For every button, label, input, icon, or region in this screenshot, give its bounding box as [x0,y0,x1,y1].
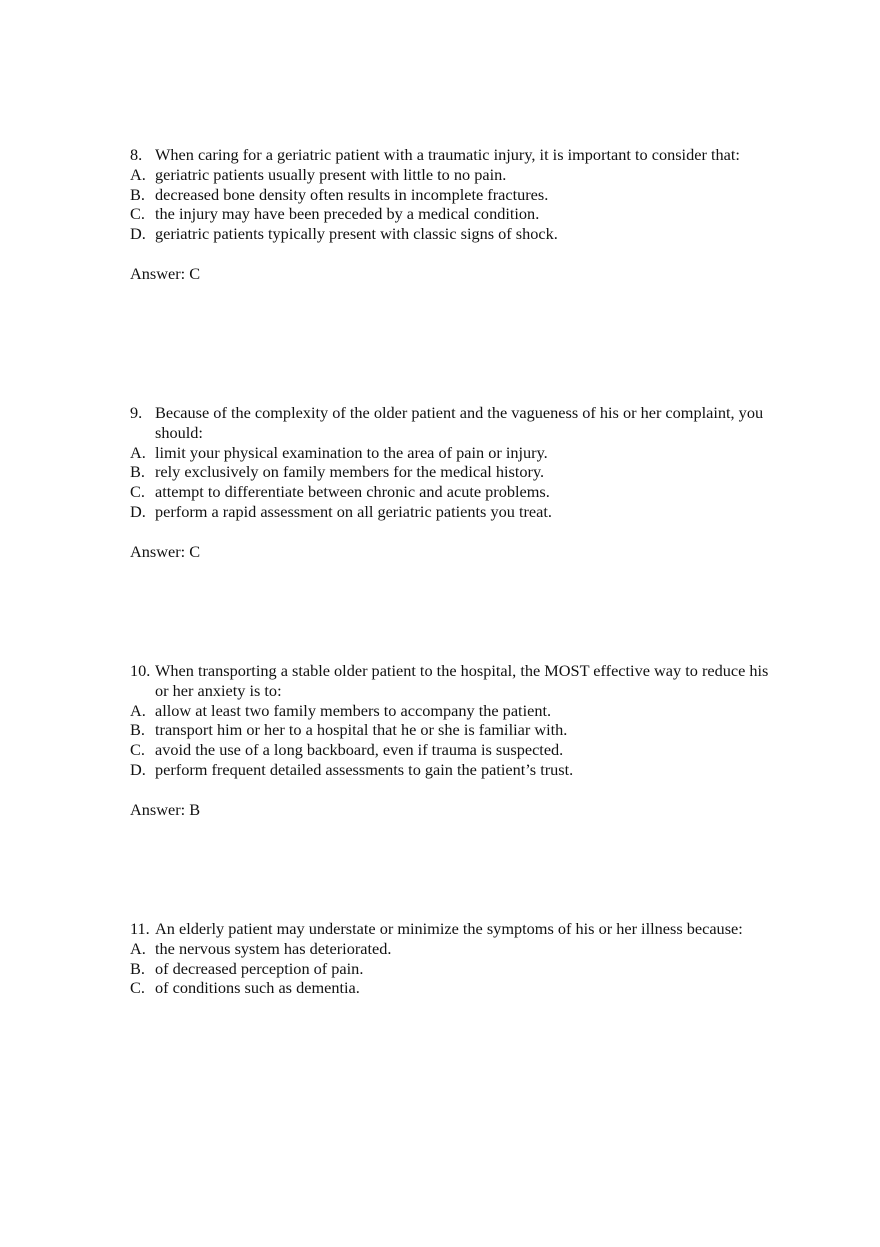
option-d [130,502,770,522]
option-text: rely exclusively on family members for the medical history. [155,462,545,482]
option-d [130,224,770,244]
option-letter: B. [130,958,145,978]
option-text: the nervous system has deteriorated. [155,938,392,958]
option-a [130,165,770,185]
option-text: transport him or her to a hospital that he or she is familiar with. [155,720,568,740]
question-stem [130,919,770,939]
option-letter: A. [130,164,146,184]
answer-line: Answer: B [130,799,201,819]
option-text: the injury may have been preceded by a medical condition. [155,204,540,224]
option-c [130,204,770,224]
question-8 [130,145,770,284]
question-stem [130,145,770,165]
question-text: When transporting a stable older patient to the hospital, the MOST effective way to reduce his or her anxiety is to: [155,661,769,700]
question-text: Because of the complexity of the older patient and the vagueness of his or her complaint, you should: [155,403,764,442]
option-letter: B. [130,184,145,204]
question-number: 9. [130,403,143,422]
question-stem [130,661,770,701]
option-c [130,482,770,502]
option-text: geriatric patients typically present with classic signs of shock. [155,224,558,244]
question-number: 10. [130,661,151,680]
question-text: When caring for a geriatric patient with a traumatic injury, it is important to consider that: [155,145,740,164]
option-b [130,185,770,205]
option-letter: B. [130,720,145,740]
option-letter: B. [130,462,145,482]
option-a [130,939,770,959]
option-text: geriatric patients usually present with little to no pain. [155,164,507,184]
option-letter: A. [130,938,146,958]
option-letter: A. [130,442,146,462]
question-9 [130,403,770,561]
question-number: 11. [130,919,150,938]
option-c [130,978,770,998]
option-letter: C. [130,482,145,502]
option-text: avoid the use of a long backboard, even if trauma is suspected. [155,740,564,760]
option-b [130,720,770,740]
option-letter: A. [130,700,146,720]
question-text: An elderly patient may understate or minimize the symptoms of his or her illness because: [155,919,743,938]
question-10 [130,661,770,819]
option-letter: C. [130,204,145,224]
option-letter: C. [130,978,145,998]
option-text: limit your physical examination to the area of pain or injury. [155,442,548,462]
option-text: decreased bone density often results in incomplete fractures. [155,184,549,204]
question-number: 8. [130,145,143,164]
question-11 [130,919,770,998]
option-letter: D. [130,501,146,521]
option-letter: D. [130,759,146,779]
option-text: perform a rapid assessment on all geriatric patients you treat. [155,501,552,521]
option-c [130,740,770,760]
question-stem [130,403,770,443]
answer-line: Answer: C [130,263,201,283]
option-letter: C. [130,740,145,760]
option-b [130,959,770,979]
option-a [130,443,770,463]
option-text: of decreased perception of pain. [155,958,364,978]
option-b [130,462,770,482]
option-text: attempt to differentiate between chronic and acute problems. [155,482,550,502]
option-d [130,760,770,780]
option-text: perform frequent detailed assessments to gain the patient’s trust. [155,759,574,779]
option-a [130,701,770,721]
option-text: allow at least two family members to accompany the patient. [155,700,552,720]
option-letter: D. [130,224,146,244]
answer-line: Answer: C [130,541,201,561]
option-text: of conditions such as dementia. [155,978,360,998]
